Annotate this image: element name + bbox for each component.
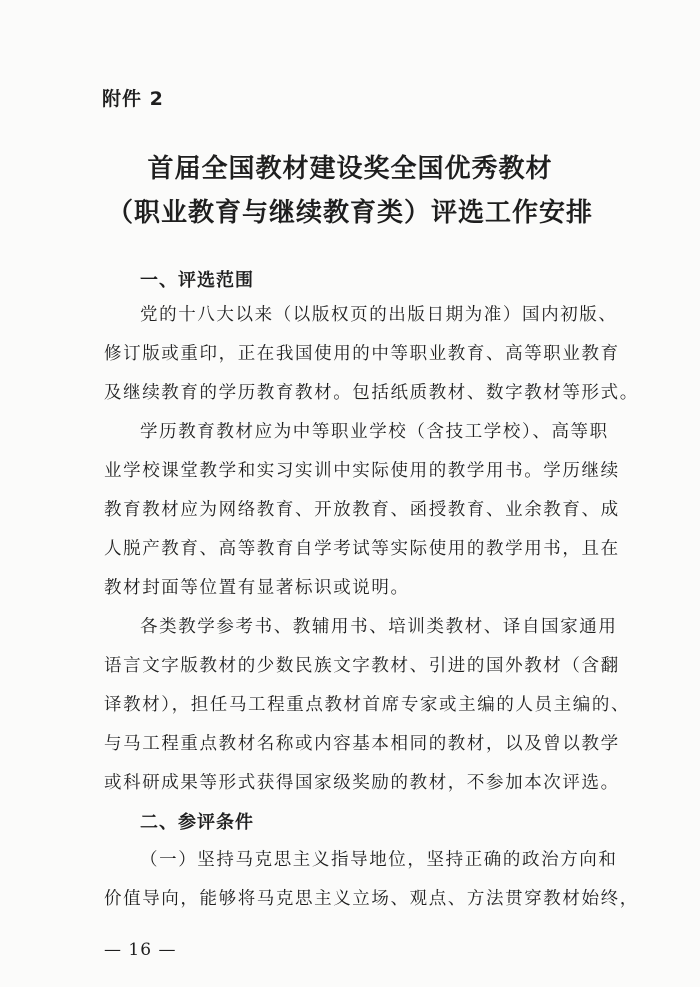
paragraph-line: 各类教学参考书、教辅用书、培训类教材、译自国家通用 xyxy=(140,617,618,637)
paragraph-line: 业学校课堂教学和实习实训中实际使用的教学用书。学历继续 xyxy=(104,461,620,481)
paragraph-line: 译教材），担任马工程重点教材首席专家或主编的人员主编的、 xyxy=(104,695,631,715)
paragraph-line: 语言文字版教材的少数民族文字教材、引进的国外教材（含翻 xyxy=(104,656,620,676)
paragraph-line: 教材封面等位置有显著标识或说明。 xyxy=(104,578,410,598)
paragraph-line: 修订版或重印，正在我国使用的中等职业教育、高等职业教育 xyxy=(104,344,620,364)
section-heading-scope: 一、评选范围 xyxy=(140,270,254,291)
paragraph-line: 党的十八大以来（以版权页的出版日期为准）国内初版、 xyxy=(140,305,618,325)
paragraph-line: 价值导向，能够将马克思主义立场、观点、方法贯穿教材始终， xyxy=(104,889,639,909)
paragraph-line: 及继续教育的学历教育教材。包括纸质教材、数字教材等形式。 xyxy=(104,383,639,403)
attachment-label: 附件 2 xyxy=(102,88,164,110)
paragraph-line: 与马工程重点教材名称或内容基本相同的教材，以及曾以教学 xyxy=(104,734,620,754)
paragraph-line: 或科研成果等形式获得国家级奖励的教材，不参加本次评选。 xyxy=(104,773,620,793)
paragraph-line: 人脱产教育、高等教育自学考试等实际使用的教学用书，且在 xyxy=(104,539,620,559)
section-heading-conditions: 二、参评条件 xyxy=(140,812,254,833)
paragraph-line: 教育教材应为网络教育、开放教育、函授教育、业余教育、成 xyxy=(104,500,620,520)
document-title-line-2: （职业教育与继续教育类）评选工作安排 xyxy=(106,198,593,228)
paragraph-line: （一）坚持马克思主义指导地位，坚持正确的政治方向和 xyxy=(140,850,618,870)
page-number: — 16 — xyxy=(104,940,177,960)
document-title-line-1: 首届全国教材建设奖全国优秀教材 xyxy=(147,154,553,184)
paragraph-line: 学历教育教材应为中等职业学校（含技工学校）、高等职 xyxy=(140,422,609,442)
